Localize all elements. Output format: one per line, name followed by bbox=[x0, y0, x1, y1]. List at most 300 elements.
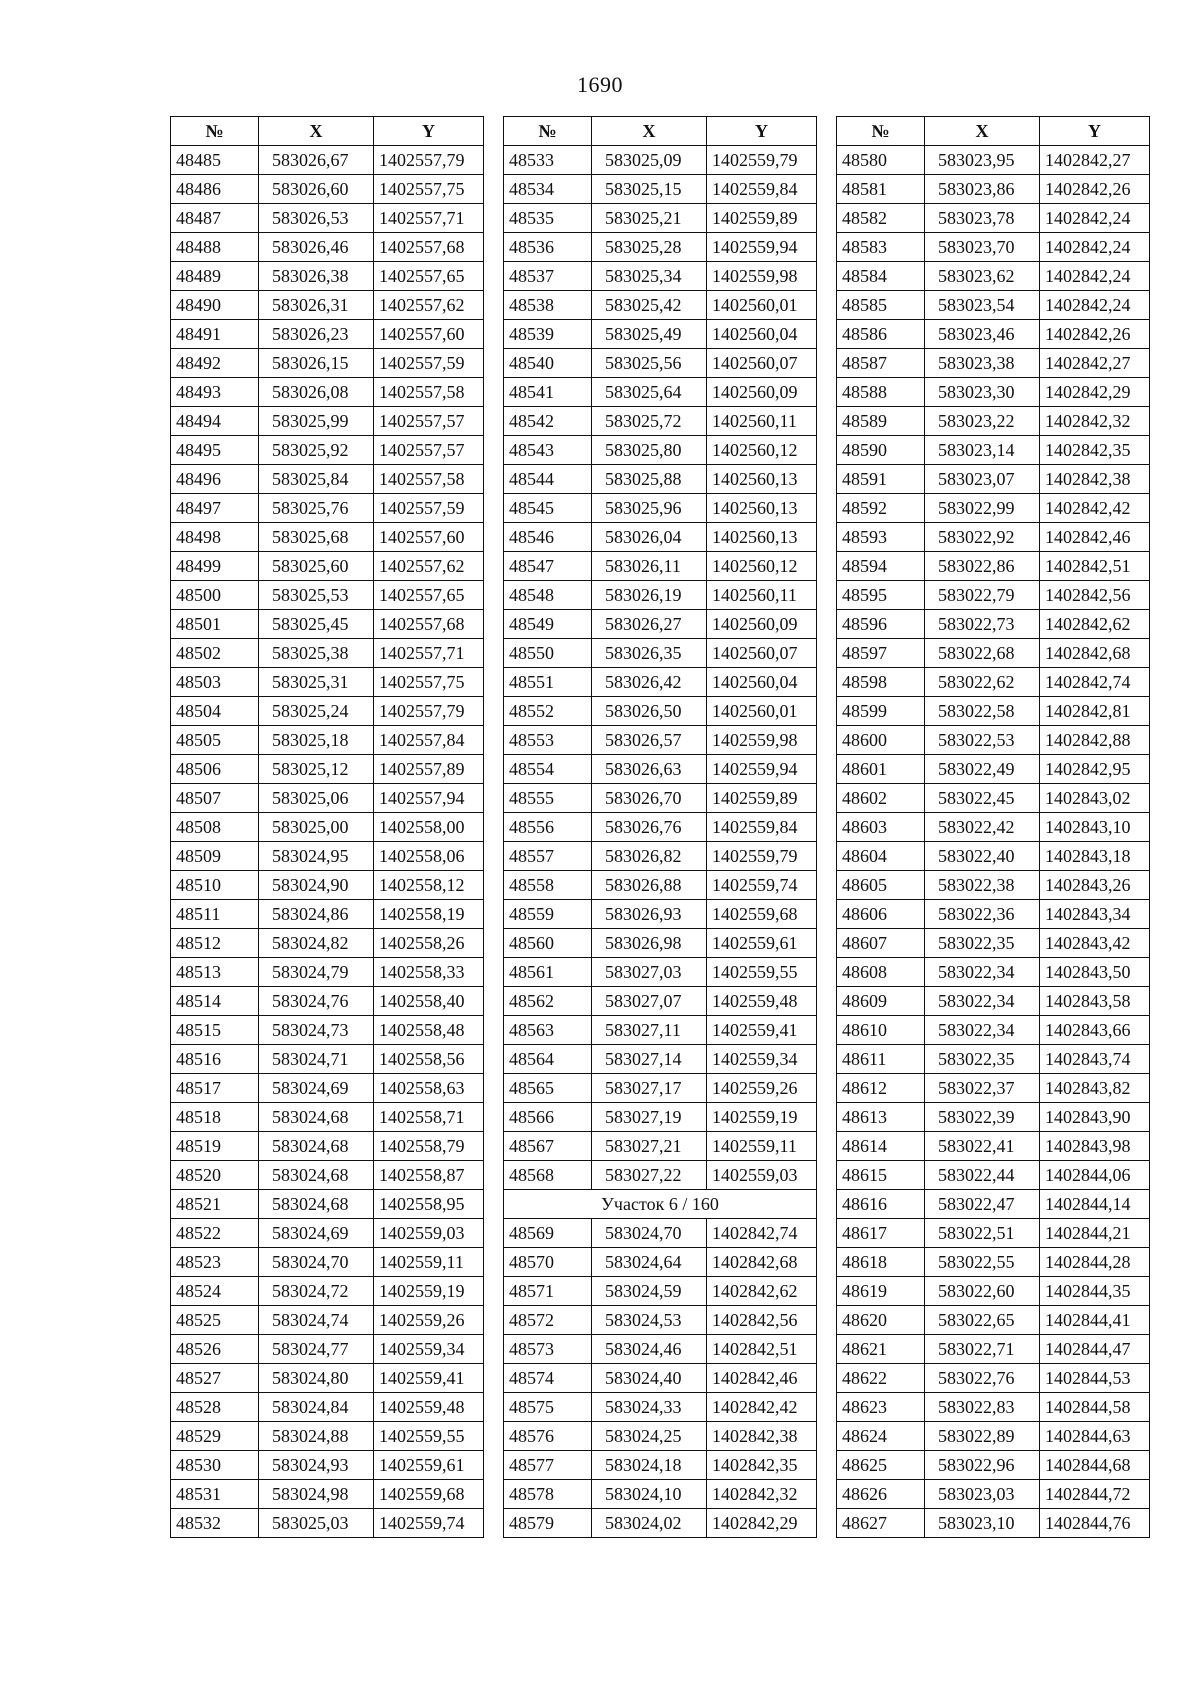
page-number: 1690 bbox=[577, 72, 623, 97]
y-coordinate: 1402559,74 bbox=[374, 1509, 484, 1538]
table-row bbox=[171, 1045, 484, 1074]
table-row bbox=[504, 1277, 817, 1306]
point-number: 48547 bbox=[504, 552, 592, 581]
x-coordinate: 583022,34 bbox=[925, 987, 1040, 1016]
point-number: 48605 bbox=[837, 871, 925, 900]
y-coordinate: 1402557,59 bbox=[374, 494, 484, 523]
table-row bbox=[504, 1074, 817, 1103]
point-number: 48597 bbox=[837, 639, 925, 668]
point-number: 48520 bbox=[171, 1161, 259, 1190]
point-number: 48613 bbox=[837, 1103, 925, 1132]
y-coordinate: 1402842,95 bbox=[1040, 755, 1150, 784]
x-coordinate: 583023,14 bbox=[925, 436, 1040, 465]
x-coordinate: 583024,77 bbox=[259, 1335, 374, 1364]
y-coordinate: 1402557,79 bbox=[374, 697, 484, 726]
x-coordinate: 583023,46 bbox=[925, 320, 1040, 349]
y-coordinate: 1402557,58 bbox=[374, 465, 484, 494]
table-row bbox=[837, 610, 1150, 639]
x-coordinate: 583026,93 bbox=[592, 900, 707, 929]
point-number: 48521 bbox=[171, 1190, 259, 1219]
y-coordinate: 1402559,61 bbox=[707, 929, 817, 958]
x-coordinate: 583024,93 bbox=[259, 1451, 374, 1480]
table-row bbox=[171, 1480, 484, 1509]
table-row bbox=[837, 1480, 1150, 1509]
table-row bbox=[837, 1451, 1150, 1480]
x-coordinate: 583024,33 bbox=[592, 1393, 707, 1422]
point-number: 48558 bbox=[504, 871, 592, 900]
table-row bbox=[837, 871, 1150, 900]
point-number: 48555 bbox=[504, 784, 592, 813]
point-number: 48563 bbox=[504, 1016, 592, 1045]
y-coordinate: 1402558,87 bbox=[374, 1161, 484, 1190]
point-number: 48606 bbox=[837, 900, 925, 929]
y-coordinate: 1402559,55 bbox=[374, 1422, 484, 1451]
y-coordinate: 1402558,48 bbox=[374, 1016, 484, 1045]
y-coordinate: 1402843,26 bbox=[1040, 871, 1150, 900]
y-coordinate: 1402844,58 bbox=[1040, 1393, 1150, 1422]
table-row bbox=[837, 175, 1150, 204]
point-number: 48595 bbox=[837, 581, 925, 610]
table-row bbox=[171, 726, 484, 755]
point-number: 48603 bbox=[837, 813, 925, 842]
table-row bbox=[171, 1422, 484, 1451]
x-coordinate: 583025,09 bbox=[592, 146, 707, 175]
y-coordinate: 1402559,19 bbox=[374, 1277, 484, 1306]
y-coordinate: 1402842,68 bbox=[707, 1248, 817, 1277]
point-number: 48505 bbox=[171, 726, 259, 755]
table-row bbox=[504, 262, 817, 291]
table-row bbox=[837, 436, 1150, 465]
point-number: 48566 bbox=[504, 1103, 592, 1132]
point-number: 48623 bbox=[837, 1393, 925, 1422]
point-number: 48506 bbox=[171, 755, 259, 784]
y-coordinate: 1402843,34 bbox=[1040, 900, 1150, 929]
y-coordinate: 1402557,71 bbox=[374, 639, 484, 668]
y-coordinate: 1402843,58 bbox=[1040, 987, 1150, 1016]
y-coordinate: 1402842,51 bbox=[1040, 552, 1150, 581]
x-coordinate: 583026,38 bbox=[259, 262, 374, 291]
table-row bbox=[837, 1219, 1150, 1248]
y-coordinate: 1402560,13 bbox=[707, 494, 817, 523]
table-header-row bbox=[837, 117, 1150, 146]
point-number: 48620 bbox=[837, 1306, 925, 1335]
point-number: 48578 bbox=[504, 1480, 592, 1509]
y-coordinate: 1402560,11 bbox=[707, 581, 817, 610]
y-coordinate: 1402844,14 bbox=[1040, 1190, 1150, 1219]
table-row bbox=[171, 610, 484, 639]
y-coordinate: 1402844,53 bbox=[1040, 1364, 1150, 1393]
table-row bbox=[504, 1451, 817, 1480]
point-number: 48573 bbox=[504, 1335, 592, 1364]
table-row bbox=[171, 204, 484, 233]
y-coordinate: 1402844,06 bbox=[1040, 1161, 1150, 1190]
point-number: 48544 bbox=[504, 465, 592, 494]
point-number: 48616 bbox=[837, 1190, 925, 1219]
point-number: 48549 bbox=[504, 610, 592, 639]
y-coordinate: 1402842,68 bbox=[1040, 639, 1150, 668]
point-number: 48622 bbox=[837, 1364, 925, 1393]
y-coordinate: 1402843,90 bbox=[1040, 1103, 1150, 1132]
y-coordinate: 1402559,94 bbox=[707, 233, 817, 262]
point-number: 48533 bbox=[504, 146, 592, 175]
point-number: 48586 bbox=[837, 320, 925, 349]
table-row bbox=[504, 755, 817, 784]
point-number: 48516 bbox=[171, 1045, 259, 1074]
x-coordinate: 583025,31 bbox=[259, 668, 374, 697]
x-coordinate: 583024,59 bbox=[592, 1277, 707, 1306]
point-number: 48598 bbox=[837, 668, 925, 697]
table-row bbox=[171, 581, 484, 610]
table-row bbox=[837, 291, 1150, 320]
y-coordinate: 1402560,07 bbox=[707, 349, 817, 378]
y-coordinate: 1402559,68 bbox=[374, 1480, 484, 1509]
table-row bbox=[171, 1509, 484, 1538]
x-coordinate: 583025,03 bbox=[259, 1509, 374, 1538]
point-number: 48543 bbox=[504, 436, 592, 465]
point-number: 48527 bbox=[171, 1364, 259, 1393]
table-row bbox=[171, 349, 484, 378]
x-coordinate: 583024,10 bbox=[592, 1480, 707, 1509]
y-coordinate: 1402842,42 bbox=[1040, 494, 1150, 523]
point-number: 48526 bbox=[171, 1335, 259, 1364]
x-coordinate: 583024,68 bbox=[259, 1190, 374, 1219]
table-row bbox=[504, 929, 817, 958]
header-y: Y bbox=[1040, 117, 1150, 146]
point-number: 48608 bbox=[837, 958, 925, 987]
y-coordinate: 1402559,03 bbox=[374, 1219, 484, 1248]
coordinates-table-2 bbox=[503, 116, 817, 1538]
point-number: 48601 bbox=[837, 755, 925, 784]
y-coordinate: 1402558,79 bbox=[374, 1132, 484, 1161]
x-coordinate: 583022,86 bbox=[925, 552, 1040, 581]
x-coordinate: 583027,21 bbox=[592, 1132, 707, 1161]
point-number: 48511 bbox=[171, 900, 259, 929]
table-row bbox=[837, 1422, 1150, 1451]
point-number: 48510 bbox=[171, 871, 259, 900]
y-coordinate: 1402557,75 bbox=[374, 175, 484, 204]
table-row bbox=[837, 1277, 1150, 1306]
table-row bbox=[837, 1364, 1150, 1393]
x-coordinate: 583024,73 bbox=[259, 1016, 374, 1045]
point-number: 48590 bbox=[837, 436, 925, 465]
x-coordinate: 583022,58 bbox=[925, 697, 1040, 726]
y-coordinate: 1402560,13 bbox=[707, 465, 817, 494]
x-coordinate: 583024,82 bbox=[259, 929, 374, 958]
point-number: 48502 bbox=[171, 639, 259, 668]
table-row bbox=[171, 987, 484, 1016]
point-number: 48560 bbox=[504, 929, 592, 958]
header-number: № bbox=[504, 117, 592, 146]
y-coordinate: 1402560,13 bbox=[707, 523, 817, 552]
x-coordinate: 583026,53 bbox=[259, 204, 374, 233]
y-coordinate: 1402559,55 bbox=[707, 958, 817, 987]
x-coordinate: 583022,62 bbox=[925, 668, 1040, 697]
table-row bbox=[504, 1161, 817, 1190]
point-number: 48538 bbox=[504, 291, 592, 320]
y-coordinate: 1402559,84 bbox=[707, 175, 817, 204]
x-coordinate: 583024,79 bbox=[259, 958, 374, 987]
x-coordinate: 583025,76 bbox=[259, 494, 374, 523]
x-coordinate: 583027,22 bbox=[592, 1161, 707, 1190]
x-coordinate: 583025,34 bbox=[592, 262, 707, 291]
x-coordinate: 583025,99 bbox=[259, 407, 374, 436]
x-coordinate: 583022,99 bbox=[925, 494, 1040, 523]
y-coordinate: 1402842,46 bbox=[1040, 523, 1150, 552]
point-number: 48577 bbox=[504, 1451, 592, 1480]
y-coordinate: 1402844,47 bbox=[1040, 1335, 1150, 1364]
y-coordinate: 1402842,32 bbox=[1040, 407, 1150, 436]
table-row bbox=[171, 407, 484, 436]
header-x: X bbox=[259, 117, 374, 146]
table-row bbox=[837, 1306, 1150, 1335]
y-coordinate: 1402842,24 bbox=[1040, 233, 1150, 262]
point-number: 48485 bbox=[171, 146, 259, 175]
header-number: № bbox=[837, 117, 925, 146]
y-coordinate: 1402842,81 bbox=[1040, 697, 1150, 726]
point-number: 48501 bbox=[171, 610, 259, 639]
x-coordinate: 583026,98 bbox=[592, 929, 707, 958]
x-coordinate: 583026,63 bbox=[592, 755, 707, 784]
x-coordinate: 583023,54 bbox=[925, 291, 1040, 320]
point-number: 48587 bbox=[837, 349, 925, 378]
table-header-row bbox=[504, 117, 817, 146]
x-coordinate: 583026,04 bbox=[592, 523, 707, 552]
table-row bbox=[504, 842, 817, 871]
table-row bbox=[171, 1306, 484, 1335]
table-row bbox=[171, 929, 484, 958]
y-coordinate: 1402843,82 bbox=[1040, 1074, 1150, 1103]
y-coordinate: 1402559,94 bbox=[707, 755, 817, 784]
x-coordinate: 583024,40 bbox=[592, 1364, 707, 1393]
x-coordinate: 583024,90 bbox=[259, 871, 374, 900]
x-coordinate: 583022,51 bbox=[925, 1219, 1040, 1248]
x-coordinate: 583025,64 bbox=[592, 378, 707, 407]
x-coordinate: 583022,53 bbox=[925, 726, 1040, 755]
point-number: 48493 bbox=[171, 378, 259, 407]
point-number: 48507 bbox=[171, 784, 259, 813]
y-coordinate: 1402559,34 bbox=[374, 1335, 484, 1364]
x-coordinate: 583024,86 bbox=[259, 900, 374, 929]
x-coordinate: 583024,68 bbox=[259, 1132, 374, 1161]
table-row bbox=[837, 1074, 1150, 1103]
table-row bbox=[171, 1451, 484, 1480]
table-row bbox=[837, 639, 1150, 668]
x-coordinate: 583027,14 bbox=[592, 1045, 707, 1074]
table-row bbox=[504, 1364, 817, 1393]
point-number: 48572 bbox=[504, 1306, 592, 1335]
table-row bbox=[171, 1016, 484, 1045]
y-coordinate: 1402557,68 bbox=[374, 610, 484, 639]
x-coordinate: 583026,19 bbox=[592, 581, 707, 610]
y-coordinate: 1402842,35 bbox=[1040, 436, 1150, 465]
x-coordinate: 583023,22 bbox=[925, 407, 1040, 436]
y-coordinate: 1402842,26 bbox=[1040, 320, 1150, 349]
point-number: 48530 bbox=[171, 1451, 259, 1480]
y-coordinate: 1402557,59 bbox=[374, 349, 484, 378]
point-number: 48497 bbox=[171, 494, 259, 523]
x-coordinate: 583025,72 bbox=[592, 407, 707, 436]
table-row bbox=[837, 1045, 1150, 1074]
y-coordinate: 1402557,57 bbox=[374, 407, 484, 436]
section-row bbox=[504, 1190, 817, 1219]
table-row bbox=[171, 465, 484, 494]
table-row bbox=[837, 784, 1150, 813]
table-row bbox=[504, 1219, 817, 1248]
point-number: 48571 bbox=[504, 1277, 592, 1306]
table-row bbox=[171, 1074, 484, 1103]
header-y: Y bbox=[707, 117, 817, 146]
point-number: 48618 bbox=[837, 1248, 925, 1277]
x-coordinate: 583024,88 bbox=[259, 1422, 374, 1451]
y-coordinate: 1402558,63 bbox=[374, 1074, 484, 1103]
table-row bbox=[504, 813, 817, 842]
point-number: 48550 bbox=[504, 639, 592, 668]
y-coordinate: 1402557,75 bbox=[374, 668, 484, 697]
point-number: 48500 bbox=[171, 581, 259, 610]
table-row bbox=[837, 146, 1150, 175]
point-number: 48514 bbox=[171, 987, 259, 1016]
y-coordinate: 1402557,62 bbox=[374, 291, 484, 320]
table-row bbox=[837, 552, 1150, 581]
x-coordinate: 583022,45 bbox=[925, 784, 1040, 813]
y-coordinate: 1402557,65 bbox=[374, 262, 484, 291]
table-row bbox=[837, 755, 1150, 784]
table-row bbox=[171, 697, 484, 726]
y-coordinate: 1402842,26 bbox=[1040, 175, 1150, 204]
y-coordinate: 1402842,38 bbox=[1040, 465, 1150, 494]
table-row bbox=[504, 378, 817, 407]
point-number: 48580 bbox=[837, 146, 925, 175]
table-row bbox=[504, 1248, 817, 1277]
x-coordinate: 583026,11 bbox=[592, 552, 707, 581]
x-coordinate: 583024,74 bbox=[259, 1306, 374, 1335]
coordinates-table-1 bbox=[170, 116, 484, 1538]
x-coordinate: 583025,15 bbox=[592, 175, 707, 204]
table-row bbox=[504, 900, 817, 929]
y-coordinate: 1402842,27 bbox=[1040, 146, 1150, 175]
x-coordinate: 583025,80 bbox=[592, 436, 707, 465]
point-number: 48490 bbox=[171, 291, 259, 320]
point-number: 48540 bbox=[504, 349, 592, 378]
x-coordinate: 583025,56 bbox=[592, 349, 707, 378]
point-number: 48519 bbox=[171, 1132, 259, 1161]
y-coordinate: 1402842,35 bbox=[707, 1451, 817, 1480]
y-coordinate: 1402842,24 bbox=[1040, 204, 1150, 233]
x-coordinate: 583024,02 bbox=[592, 1509, 707, 1538]
y-coordinate: 1402557,65 bbox=[374, 581, 484, 610]
point-number: 48594 bbox=[837, 552, 925, 581]
table-row bbox=[171, 320, 484, 349]
x-coordinate: 583025,00 bbox=[259, 813, 374, 842]
y-coordinate: 1402842,42 bbox=[707, 1393, 817, 1422]
y-coordinate: 1402560,07 bbox=[707, 639, 817, 668]
point-number: 48531 bbox=[171, 1480, 259, 1509]
point-number: 48542 bbox=[504, 407, 592, 436]
table-row bbox=[504, 987, 817, 1016]
y-coordinate: 1402560,01 bbox=[707, 291, 817, 320]
y-coordinate: 1402559,26 bbox=[374, 1306, 484, 1335]
table-row bbox=[504, 610, 817, 639]
table-row bbox=[504, 668, 817, 697]
y-coordinate: 1402560,04 bbox=[707, 668, 817, 697]
point-number: 48536 bbox=[504, 233, 592, 262]
x-coordinate: 583024,76 bbox=[259, 987, 374, 1016]
x-coordinate: 583025,06 bbox=[259, 784, 374, 813]
table-row bbox=[504, 349, 817, 378]
table-row bbox=[837, 1132, 1150, 1161]
y-coordinate: 1402559,79 bbox=[707, 842, 817, 871]
point-number: 48539 bbox=[504, 320, 592, 349]
point-number: 48612 bbox=[837, 1074, 925, 1103]
x-coordinate: 583024,18 bbox=[592, 1451, 707, 1480]
table-row bbox=[171, 1132, 484, 1161]
x-coordinate: 583025,45 bbox=[259, 610, 374, 639]
point-number: 48584 bbox=[837, 262, 925, 291]
table-row bbox=[504, 1335, 817, 1364]
table-row bbox=[837, 1103, 1150, 1132]
x-coordinate: 583026,31 bbox=[259, 291, 374, 320]
y-coordinate: 1402559,79 bbox=[707, 146, 817, 175]
table-row bbox=[171, 639, 484, 668]
table-row bbox=[504, 1480, 817, 1509]
y-coordinate: 1402842,62 bbox=[707, 1277, 817, 1306]
table-row bbox=[171, 842, 484, 871]
x-coordinate: 583022,39 bbox=[925, 1103, 1040, 1132]
x-coordinate: 583026,27 bbox=[592, 610, 707, 639]
table-row bbox=[837, 726, 1150, 755]
y-coordinate: 1402559,19 bbox=[707, 1103, 817, 1132]
table-row bbox=[837, 987, 1150, 1016]
table-row bbox=[171, 668, 484, 697]
y-coordinate: 1402557,68 bbox=[374, 233, 484, 262]
table-row bbox=[837, 900, 1150, 929]
y-coordinate: 1402842,27 bbox=[1040, 349, 1150, 378]
point-number: 48576 bbox=[504, 1422, 592, 1451]
table-row bbox=[504, 871, 817, 900]
point-number: 48615 bbox=[837, 1161, 925, 1190]
y-coordinate: 1402557,94 bbox=[374, 784, 484, 813]
y-coordinate: 1402842,62 bbox=[1040, 610, 1150, 639]
point-number: 48509 bbox=[171, 842, 259, 871]
x-coordinate: 583022,47 bbox=[925, 1190, 1040, 1219]
point-number: 48627 bbox=[837, 1509, 925, 1538]
table-row bbox=[171, 233, 484, 262]
table-row bbox=[504, 407, 817, 436]
x-coordinate: 583022,65 bbox=[925, 1306, 1040, 1335]
table-row bbox=[837, 378, 1150, 407]
point-number: 48626 bbox=[837, 1480, 925, 1509]
x-coordinate: 583023,62 bbox=[925, 262, 1040, 291]
point-number: 48561 bbox=[504, 958, 592, 987]
y-coordinate: 1402558,95 bbox=[374, 1190, 484, 1219]
y-coordinate: 1402559,41 bbox=[374, 1364, 484, 1393]
table-row bbox=[504, 204, 817, 233]
table-row bbox=[171, 523, 484, 552]
x-coordinate: 583027,17 bbox=[592, 1074, 707, 1103]
y-coordinate: 1402557,84 bbox=[374, 726, 484, 755]
y-coordinate: 1402559,84 bbox=[707, 813, 817, 842]
point-number: 48581 bbox=[837, 175, 925, 204]
table-row bbox=[837, 1161, 1150, 1190]
x-coordinate: 583026,57 bbox=[592, 726, 707, 755]
table-row bbox=[171, 262, 484, 291]
table-row bbox=[171, 436, 484, 465]
point-number: 48574 bbox=[504, 1364, 592, 1393]
point-number: 48568 bbox=[504, 1161, 592, 1190]
y-coordinate: 1402560,09 bbox=[707, 610, 817, 639]
point-number: 48548 bbox=[504, 581, 592, 610]
x-coordinate: 583026,46 bbox=[259, 233, 374, 262]
